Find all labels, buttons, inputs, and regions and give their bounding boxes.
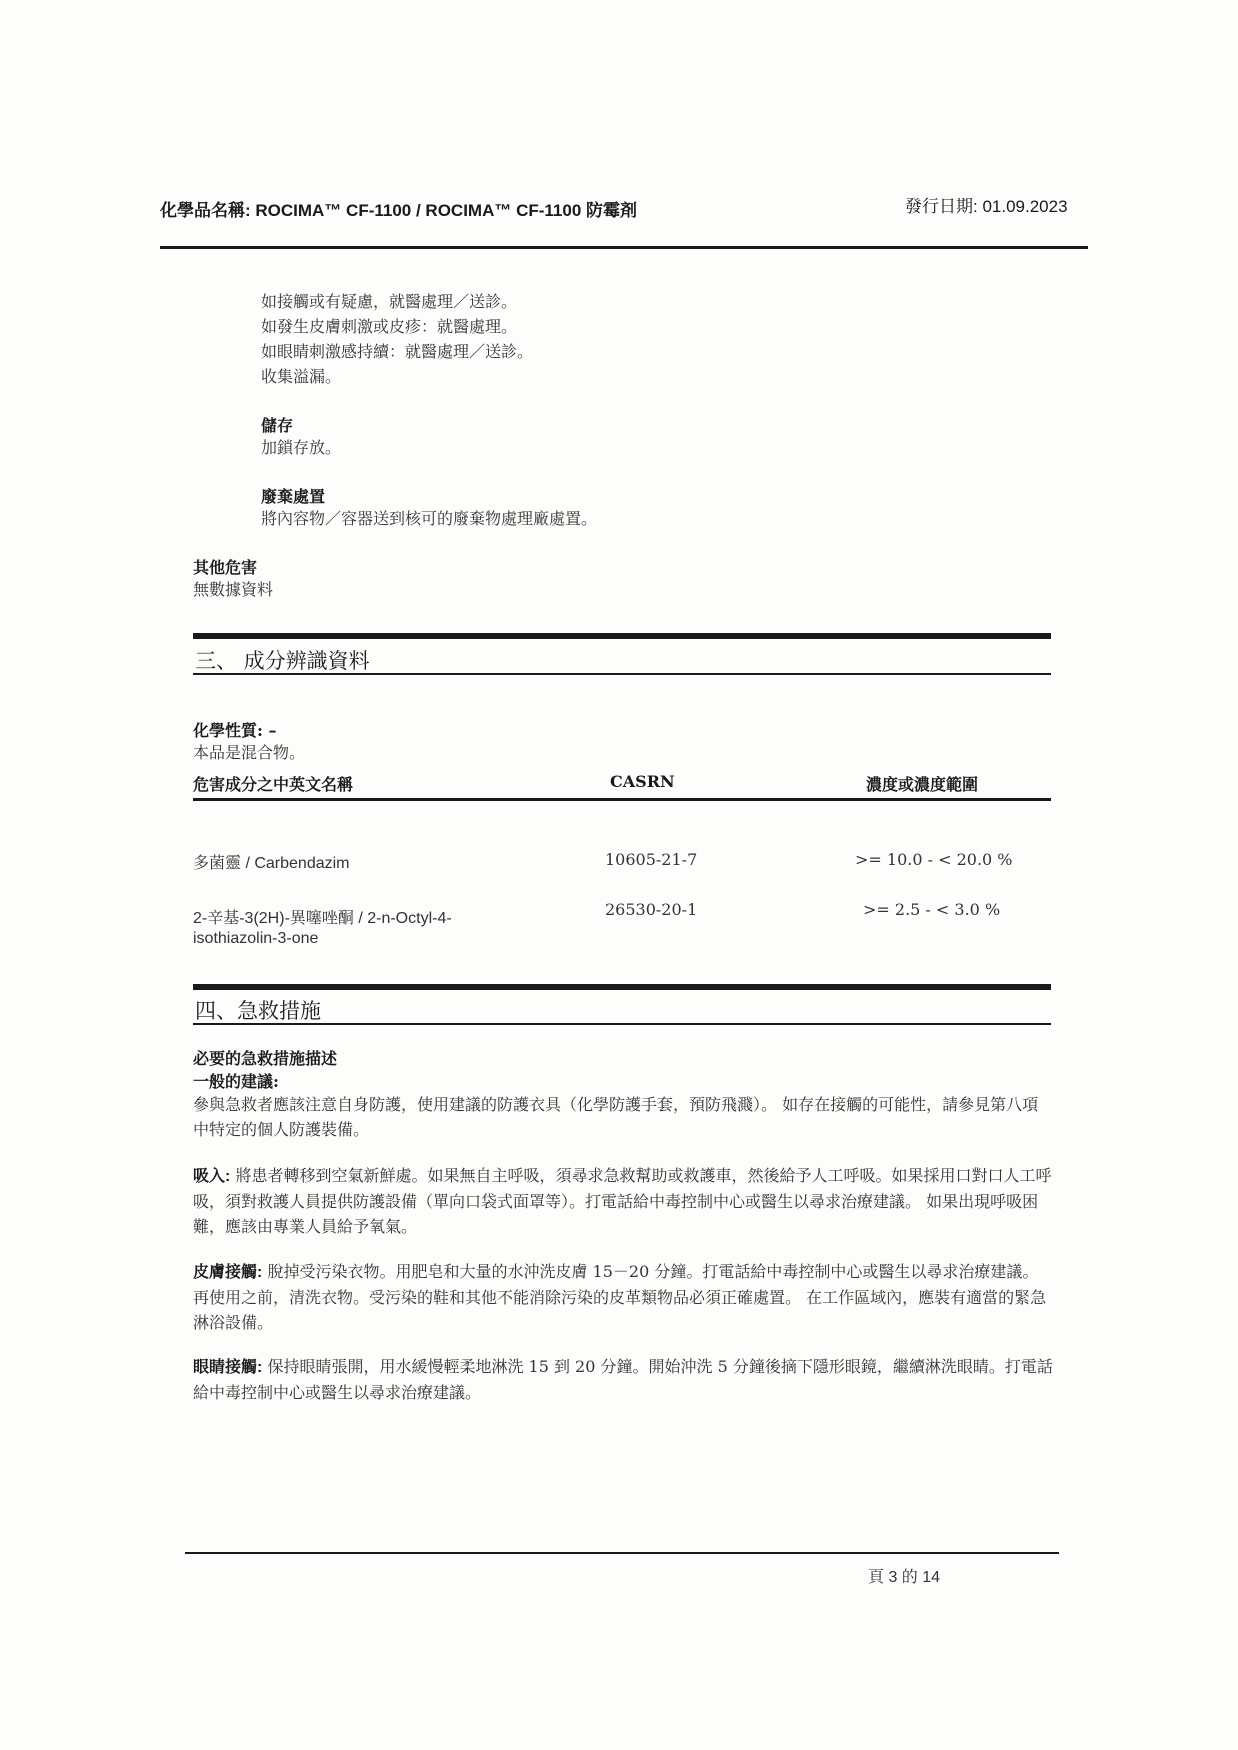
response-line: 如接觸或有疑慮，就醫處理／送診。 bbox=[261, 292, 518, 311]
storage-heading: 儲存 bbox=[261, 416, 294, 435]
first-aid-description-heading: 必要的急救措施描述 bbox=[193, 1049, 338, 1068]
disposal-text: 將內容物／容器送到核可的廢棄物處理廠處置。 bbox=[261, 509, 598, 528]
chemical-nature-label: 化學性質: – bbox=[193, 721, 277, 740]
ingredient-casrn: 10605-21-7 bbox=[605, 850, 698, 869]
inhalation-label: 吸入: bbox=[193, 1168, 231, 1185]
eye-contact-text: 保持眼睛張開，用水緩慢輕柔地淋洗 15 到 20 分鐘。開始沖洗 5 分鐘後摘下隱形眼鏡，繼續淋洗眼睛。打電話給中毒控制中心或醫生以尋求治療建議。 bbox=[193, 1357, 1053, 1402]
table-row bbox=[193, 850, 1051, 880]
skin-contact-label: 皮膚接觸: bbox=[193, 1264, 263, 1281]
response-line: 如眼睛刺激感持續：就醫處理／送診。 bbox=[261, 342, 534, 361]
header-rule bbox=[160, 246, 1088, 249]
table-header-name: 危害成分之中英文名稱 bbox=[193, 775, 354, 794]
other-hazards-heading: 其他危害 bbox=[193, 558, 258, 577]
eye-contact-paragraph bbox=[193, 1354, 1053, 1405]
ingredient-name: 多菌靈 / Carbendazim bbox=[193, 855, 350, 872]
ingredient-concentration: >= 10.0 - < 20.0 % bbox=[855, 850, 1013, 869]
general-advice-text: 參與急救者應該注意自身防護，使用建議的防護衣具（化學防護手套，預防飛濺）。 如存在接觸的可能性，請參見第八項中特定的個人防護裝備。 bbox=[193, 1095, 1039, 1139]
footer-rule bbox=[185, 1552, 1059, 1554]
table-header-concentration: 濃度或濃度範圍 bbox=[866, 775, 979, 794]
issue-date: 發行日期: 01.09.2023 bbox=[905, 197, 1068, 216]
general-advice-label: 一般的建議: bbox=[193, 1072, 279, 1091]
section4-title: 四、急救措施 bbox=[195, 999, 321, 1023]
inhalation-paragraph bbox=[193, 1163, 1053, 1239]
section3-title: 三、 成分辨識資料 bbox=[195, 649, 370, 673]
section4-bottom-rule bbox=[193, 1023, 1051, 1025]
ingredient-name-continued: isothiazolin-3-one bbox=[193, 930, 319, 947]
table-header-casrn: CASRN bbox=[610, 772, 675, 791]
document-title: 化學品名稱: ROCIMA™ CF-1100 / ROCIMA™ CF-1100 防霉剤 bbox=[160, 201, 638, 220]
skin-contact-paragraph bbox=[193, 1259, 1053, 1335]
eye-contact-label: 眼睛接觸: bbox=[193, 1359, 263, 1376]
response-line: 收集溢漏。 bbox=[261, 367, 342, 386]
section3-top-rule bbox=[193, 633, 1051, 639]
ingredient-casrn: 26530-20-1 bbox=[605, 900, 698, 919]
response-line: 如發生皮膚刺激或皮疹：就醫處理。 bbox=[261, 317, 518, 336]
inhalation-text: 將患者轉移到空氣新鮮處。如果無自主呼吸，須尋求急救幫助或救護車，然後給予人工呼吸。如果採用口對口人工呼吸，須對救護人員提供防護設備（單向口袋式面罩等）。打電話給中毒控制中心或醫生以尋求治療建議。 如果出現呼吸困難，應該由專業人員給予氧氣。 bbox=[193, 1166, 1052, 1236]
ingredient-concentration: >= 2.5 - < 3.0 % bbox=[863, 900, 1001, 919]
other-hazards-text: 無數據資料 bbox=[193, 580, 274, 599]
page-number: 頁 3 的 14 bbox=[868, 1569, 941, 1586]
section4-top-rule bbox=[193, 984, 1051, 990]
mixture-text: 本品是混合物。 bbox=[193, 743, 306, 762]
table-header-rule bbox=[193, 798, 1051, 801]
section3-bottom-rule bbox=[193, 673, 1051, 675]
ingredient-name: 2-辛基-3(2H)-異噻唑酮 / 2-n-Octyl-4- bbox=[193, 910, 452, 927]
disposal-heading: 廢棄處置 bbox=[261, 487, 326, 506]
skin-contact-text: 脫掉受污染衣物。用肥皂和大量的水沖洗皮膚 15－20 分鐘。打電話給中毒控制中心或醫生以尋求治療建議。 再使用之前，清洗衣物。受污染的鞋和其他不能消除污染的皮革類物品必須正確處置。 在工作區域內，應裝有適當的緊急淋浴設備。 bbox=[193, 1262, 1047, 1332]
table-row bbox=[193, 900, 1051, 952]
storage-text: 加鎖存放。 bbox=[261, 438, 342, 457]
